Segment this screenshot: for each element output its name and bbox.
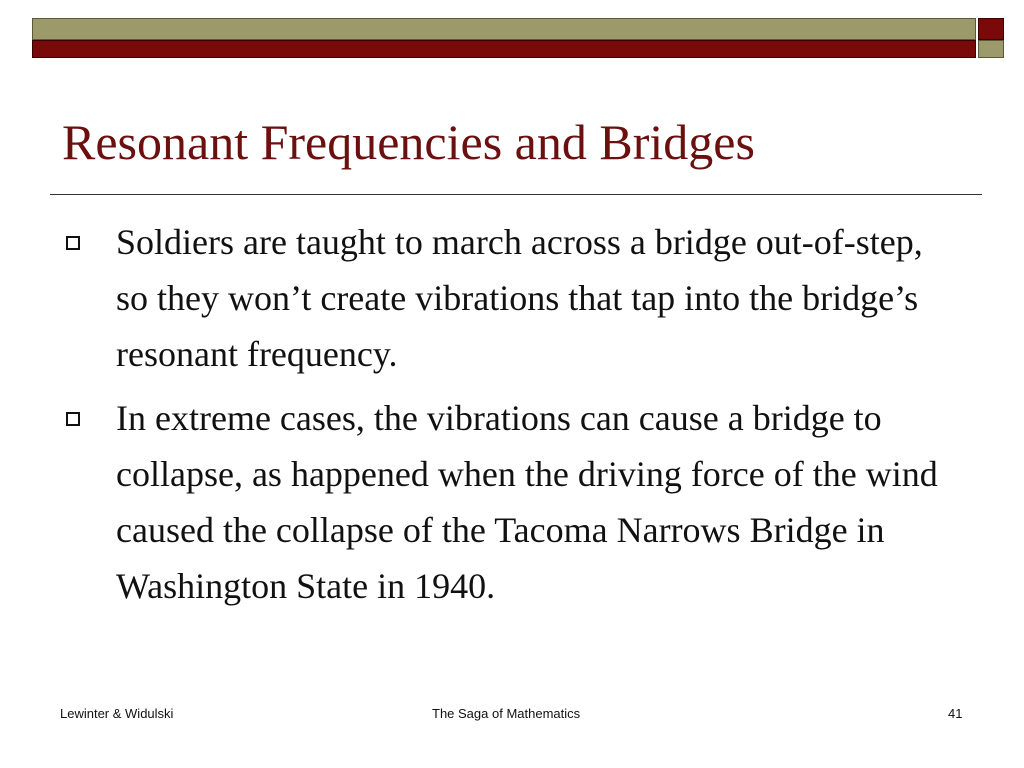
hollow-square-icon (66, 412, 80, 426)
bullet-text: In extreme cases, the vibrations can cause a bridge to collapse, as happened when the driving force of the wind caused the collapse of the Tacoma Narrows Bridge in Washington State in 1940. (116, 398, 938, 606)
top-banner-red-bar (32, 40, 976, 58)
footer-page-number: 41 (948, 706, 963, 721)
bullet-list (62, 214, 962, 622)
bullet-item (62, 214, 962, 382)
bullet-item (62, 390, 962, 614)
top-corner-olive-block (978, 40, 1004, 58)
hollow-square-icon (66, 236, 80, 250)
slide-title: Resonant Frequencies and Bridges (62, 114, 755, 170)
top-banner-olive-bar (32, 18, 976, 40)
title-divider (50, 194, 982, 195)
top-corner-red-block (978, 18, 1004, 40)
footer-authors: Lewinter & Widulski (60, 706, 174, 721)
footer-book-title: The Saga of Mathematics (432, 706, 581, 721)
bullet-text: Soldiers are taught to march across a bridge out-of-step, so they won’t create vibrations that tap into the bridge’s resonant frequency. (116, 222, 923, 374)
